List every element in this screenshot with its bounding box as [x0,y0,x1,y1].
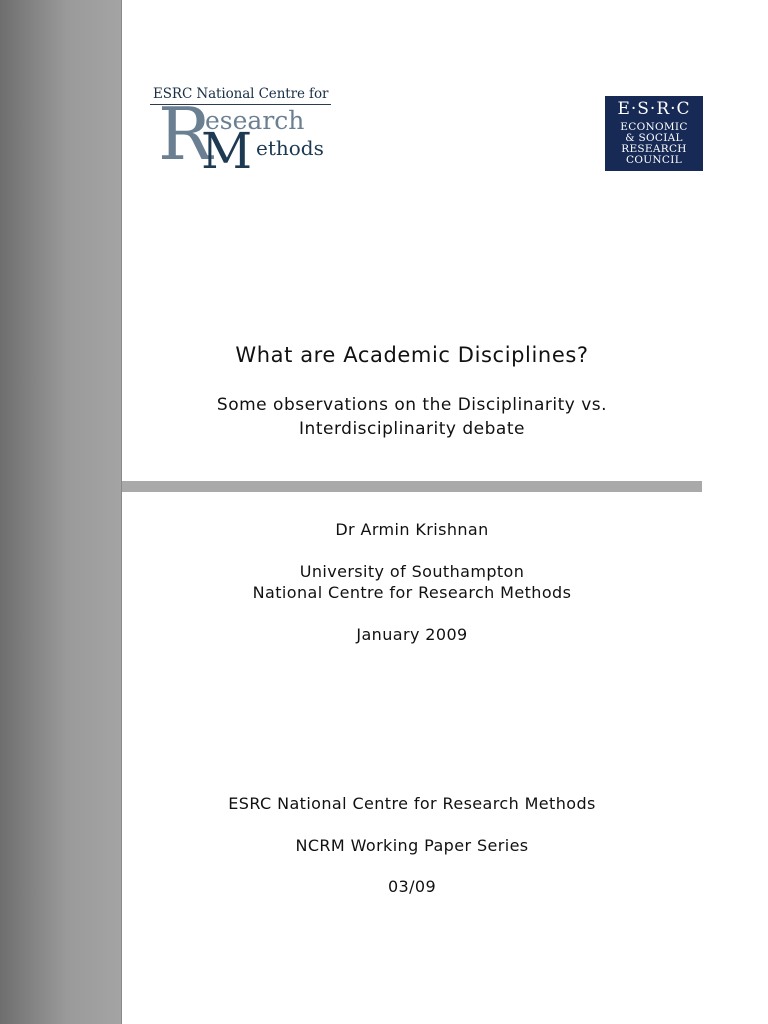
publication-date: January 2009 [356,625,468,644]
ncrm-logo [150,86,334,178]
subtitle-line-2: Interdisciplinarity debate [299,419,525,439]
ncrm-logo-letter-r: R [158,92,213,176]
ncrm-logo-word-methods: ethods [256,136,324,160]
paper-number: 03/09 [387,877,437,896]
esrc-logo-line-social: & SOCIAL [625,132,683,144]
section-divider [122,481,702,492]
document-subtitle [122,393,702,441]
esrc-logo-acronym: E·S·R·C [617,99,691,119]
esrc-logo [605,96,703,171]
affiliation-line-2: National Centre for Research Methods [252,583,572,602]
esrc-logo-line-economic: ECONOMIC [620,121,688,133]
left-bar-edge [121,0,122,1024]
author-name: Dr Armin Krishnan [335,520,489,539]
esrc-logo-line-research: RESEARCH [621,143,687,155]
ncrm-logo-word-research: esearch [205,106,305,135]
paper-series: NCRM Working Paper Series [295,836,529,855]
left-gray-bar [0,0,122,1024]
author-affiliation [122,561,702,603]
document-title: What are Academic Disciplines? [235,343,589,367]
ncrm-logo-letter-m: M [201,122,253,180]
esrc-logo-line-council: COUNCIL [626,154,682,166]
ncrm-logo-top-line: ESRC National Centre for [153,86,329,102]
subtitle-line-1: Some observations on the Disciplinarity vs. [216,395,608,415]
publisher-name: ESRC National Centre for Research Methods [228,794,596,813]
affiliation-line-1: University of Southampton [299,562,525,581]
